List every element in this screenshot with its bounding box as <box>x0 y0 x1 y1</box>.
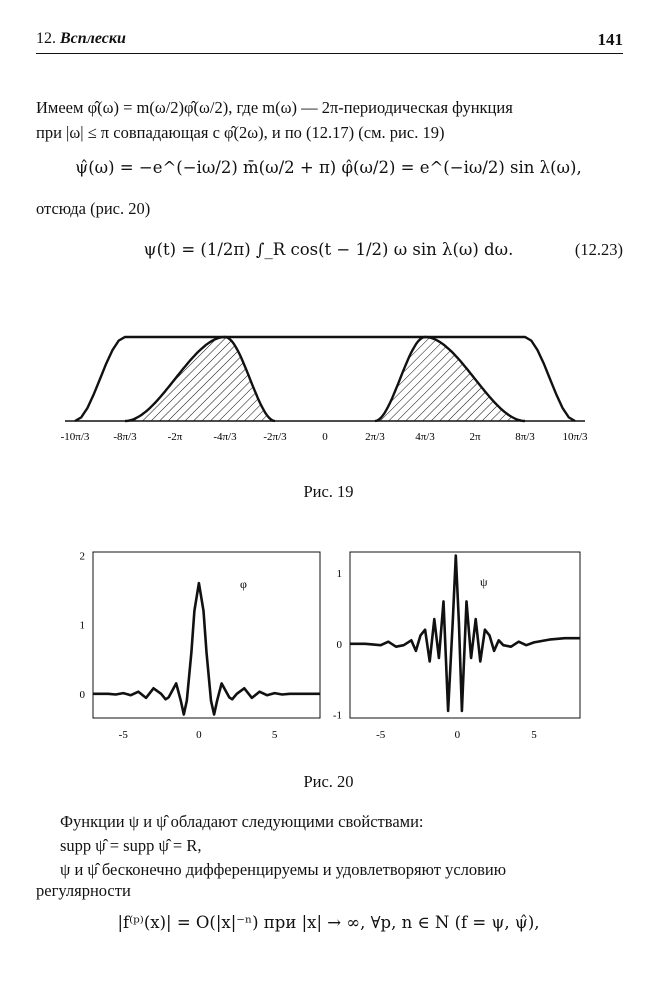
x-tick-label: -8π/3 <box>113 431 137 443</box>
x-tick-label: -2π <box>167 431 183 443</box>
equation-psi-hat: ψ̂(ω) = −e^(−iω/2) m̄(ω/2 + π) φ̂(ω/2) = e^(−iω/2) sin λ(ω), <box>75 158 582 177</box>
x-tick-label: 4π/3 <box>415 431 435 443</box>
x-tick-label: -5 <box>118 729 128 741</box>
y-tick-label: 0 <box>79 688 85 701</box>
series-label: ψ <box>480 575 488 589</box>
figure-20-caption: Рис. 20 <box>303 772 354 791</box>
property-regularity-label: регулярности <box>36 881 131 900</box>
x-tick-label: -10π/3 <box>60 431 90 443</box>
section-title: Всплески <box>60 30 126 47</box>
x-tick-label: 2π <box>469 431 481 443</box>
figure-19-caption: Рис. 19 <box>303 482 354 501</box>
figure-20-phi-chart <box>55 548 330 743</box>
y-tick-label: 0 <box>336 638 342 651</box>
x-tick-label: -4π/3 <box>213 431 237 443</box>
paragraph-line-2: при |ω| ≤ π совпадающая с φ̂(2ω), и по (12.17) (см. рис. 19) <box>36 123 445 142</box>
page-number: 141 <box>597 30 623 49</box>
x-tick-label: -2π/3 <box>263 431 287 443</box>
equation-regularity: |f⁽ᵖ⁾(x)| = O(|x|⁻ⁿ) при |x| → ∞, ∀p, n ∈ N (f = ψ, ψ̂), <box>117 913 540 932</box>
paragraph-line-3: отсюда (рис. 20) <box>36 199 151 218</box>
x-tick-label: 2π/3 <box>365 431 385 443</box>
x-tick-label: 0 <box>454 729 461 741</box>
series-line <box>350 556 580 711</box>
x-tick-label: 5 <box>271 729 278 741</box>
x-tick-label: 0 <box>196 729 202 741</box>
y-tick-label: 2 <box>79 550 85 563</box>
equation-psi: ψ(t) = (1/2π) ∫_R cos(t − 1/2) ω sin λ(ω) dω. <box>143 240 514 259</box>
x-tick-label: 10π/3 <box>562 431 588 443</box>
x-tick-label: -5 <box>376 729 386 741</box>
equation-number: (12.23) <box>574 240 623 259</box>
paragraph-line-1: Имеем φ̂(ω) = m(ω/2)φ̂(ω/2), где m(ω) — 2π-периодическая функция <box>36 98 513 117</box>
x-tick-label: 8π/3 <box>515 431 535 443</box>
properties-intro: Функции ψ и ψ̂ обладают следующими свойствами: <box>60 812 424 831</box>
property-smoothness: ψ и ψ̂ бесконечно дифференцируемы и удовлетворяют условию <box>60 860 507 879</box>
section-number: 12. <box>36 30 56 47</box>
series-line <box>93 583 320 714</box>
y-tick-label: -1 <box>332 709 342 722</box>
y-tick-label: 1 <box>79 619 85 632</box>
x-tick-label: 0 <box>322 431 328 443</box>
running-header-section <box>36 30 126 48</box>
property-support: supp ψ̂ = supp ψ̂ = R, <box>60 836 202 855</box>
header-rule <box>36 53 623 54</box>
x-tick-label: 5 <box>531 729 537 741</box>
figure-20-psi-chart <box>330 548 590 743</box>
series-label: φ <box>240 577 247 591</box>
figure-19-chart <box>60 325 590 450</box>
y-tick-label: 1 <box>336 568 342 581</box>
